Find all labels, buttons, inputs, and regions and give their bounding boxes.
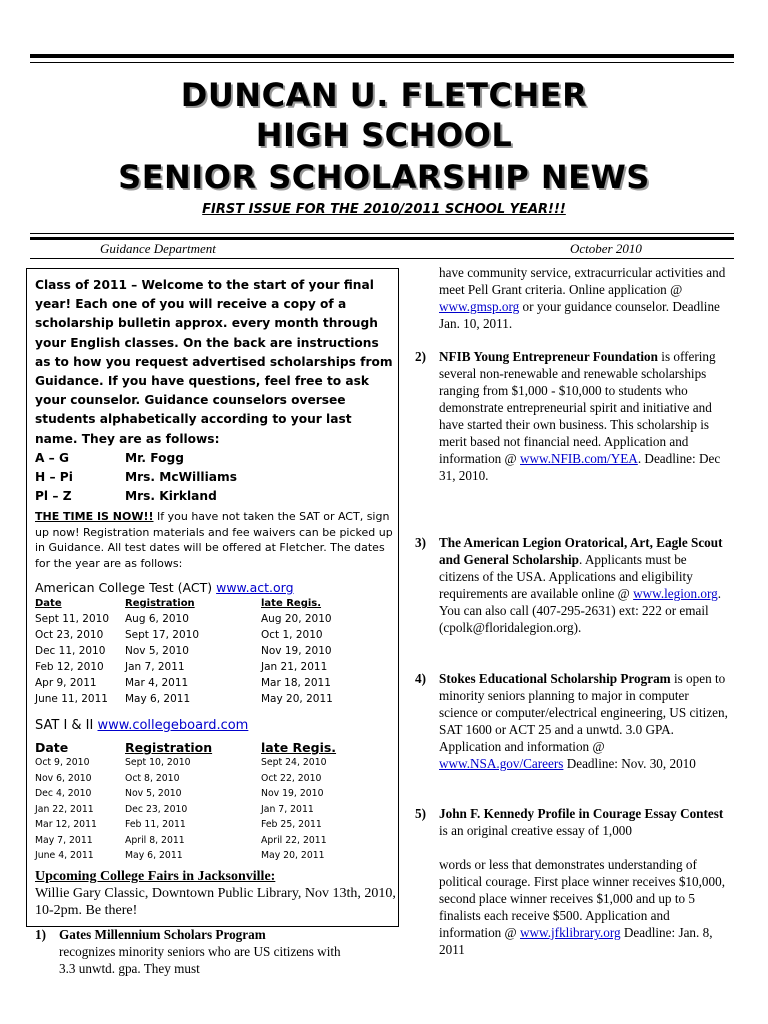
- test-date: Oct 23, 2010: [35, 629, 104, 641]
- act-label: American College Test (ACT): [35, 580, 217, 595]
- dateline-rule: [30, 258, 734, 259]
- late-date: Jan 7, 2011: [261, 803, 314, 815]
- item-number: 2): [415, 349, 426, 364]
- top-rule-thick: [30, 54, 734, 58]
- top-rule-thin: [30, 62, 734, 63]
- item-title: Gates Millennium Scholars Program: [59, 927, 266, 942]
- test-date: Dec 4, 2010: [35, 788, 92, 799]
- item-text-end: . You can also call (407-295-2631) ext: 222 or email (cpolk@floridalegion.org).: [439, 586, 722, 635]
- mid-rule-thin: [30, 233, 734, 234]
- intro-paragraph: Class of 2011 – Welcome to the start of your final year! Each one of you will receive a copy of a scholarship bulletin approx. every month through your English classes. On the back are instructions as to how you request advertised scholarships from Guidance. If you have questions, feel free to ask your counselor. Guidance counselors oversee students alphabetically according to your last name. They are as follows:: [35, 278, 393, 446]
- registration-date: Mar 4, 2011: [125, 677, 189, 689]
- item-number: 4): [415, 671, 426, 686]
- item-number: 3): [415, 535, 426, 550]
- counselor-name: Mrs. McWilliams: [125, 470, 237, 484]
- test-date: Nov 6, 2010: [35, 772, 92, 784]
- item-text: words or less that demonstrates understanding of political courage. First place winner receives $10,000, second place winner receives $1,000 and up to 5 finalists each receive $500. Application and information @: [439, 857, 725, 940]
- counselor-name: Mr. Fogg: [125, 451, 184, 465]
- nsa-link[interactable]: www.NSA.gov/Careers: [439, 756, 564, 771]
- test-date: Mar 12, 2011: [35, 819, 97, 830]
- item-text-end: or your guidance counselor. Deadline Jan. 10, 2011.: [439, 299, 720, 331]
- item-text: is an original creative essay of 1,000: [439, 823, 632, 838]
- item-title: Stokes Educational Scholarship Program: [439, 671, 671, 686]
- time-is-now-paragraph: [35, 509, 397, 571]
- test-date: Jan 22, 2011: [35, 803, 94, 815]
- item-text-end: . Deadline: Dec 31, 2010.: [439, 451, 721, 483]
- late-date: May 20, 2011: [261, 693, 333, 705]
- registration-date: Nov 5, 2010: [125, 645, 189, 657]
- late-date: Sept 24, 2010: [261, 757, 327, 768]
- late-date: Oct 22, 2010: [261, 772, 322, 784]
- col-date-header: Date: [35, 598, 62, 609]
- item-title: NFIB Young Entrepreneur Foundation: [439, 349, 658, 364]
- registration-date: May 6, 2011: [125, 850, 183, 861]
- college-fairs: [35, 868, 397, 919]
- col-registration-header: Registration: [125, 598, 195, 609]
- sat-link[interactable]: www.collegeboard.com: [97, 718, 249, 733]
- department-label: Guidance Department: [100, 241, 216, 256]
- registration-date: Aug 6, 2010: [125, 613, 189, 625]
- college-fairs-title: Upcoming College Fairs in Jacksonville:: [35, 869, 276, 884]
- counselor-range: A – G: [35, 451, 70, 465]
- late-date: Feb 25, 2011: [261, 819, 322, 830]
- time-is-now-lead: THE TIME IS NOW!!: [35, 510, 154, 523]
- counselor-range: Pl – Z: [35, 489, 72, 503]
- test-date: Oct 9, 2010: [35, 757, 90, 768]
- item-title: The American Legion Oratorical, Art, Eagle Scout and General Scholarship: [439, 535, 723, 567]
- col-late-header: late Regis.: [261, 740, 337, 755]
- item-text: recognizes minority seniors who are US citizens with 3.3 unwtd. gpa. They must: [59, 944, 341, 976]
- late-date: Mar 18, 2011: [261, 677, 331, 689]
- newsletter-title: SENIOR SCHOLARSHIP NEWS: [118, 158, 650, 196]
- counselor-range: H – Pi: [35, 470, 73, 484]
- registration-date: Sept 10, 2010: [125, 757, 191, 768]
- registration-date: Jan 7, 2011: [125, 661, 185, 673]
- late-date: Nov 19, 2010: [261, 788, 324, 799]
- college-fairs-text: Willie Gary Classic, Downtown Public Library, Nov 13th, 2010, 10-2pm. Be there!: [35, 886, 396, 918]
- test-date: May 7, 2011: [35, 834, 93, 846]
- test-date: Dec 11, 2010: [35, 645, 106, 657]
- scholarship-item-1-continued: [439, 264, 729, 332]
- test-date: June 11, 2011: [35, 693, 108, 705]
- test-date: June 4, 2011: [35, 850, 94, 861]
- issue-subtitle: FIRST ISSUE FOR THE 2010/2011 SCHOOL YEAR!!!: [202, 202, 566, 217]
- late-date: April 22, 2011: [261, 834, 327, 846]
- item-text: is offering several non-renewable and renewable scholarships ranging from $1,000 - $10,000 to students who demonstrate entrepreneurial spirit and initiative and have started their own business. This scholarship is merit based not financial need. Application and information @: [439, 349, 716, 466]
- late-date: May 20, 2011: [261, 850, 325, 861]
- item-text: . Applicants must be citizens of the USA. Applications and eligibility requirements are available online @: [439, 552, 693, 601]
- test-date: Feb 12, 2010: [35, 661, 104, 673]
- item-text: have community service, extracurricular activities and meet Pell Grant criteria. Online application @: [439, 265, 726, 297]
- col-date-header: Date: [35, 740, 69, 755]
- act-link[interactable]: www.act.org: [216, 580, 294, 595]
- col-registration-header: Registration: [125, 740, 213, 755]
- school-name: DUNCAN U. FLETCHER: [180, 76, 588, 114]
- jfk-link[interactable]: www.jfklibrary.org: [520, 925, 621, 940]
- mid-rule-thick: [30, 237, 734, 240]
- registration-date: May 6, 2011: [125, 693, 191, 705]
- item-number: 5): [415, 806, 426, 821]
- gmsp-link[interactable]: www.gmsp.org: [439, 299, 520, 314]
- sat-label: SAT I & II: [35, 718, 98, 733]
- registration-date: Dec 23, 2010: [125, 803, 188, 815]
- test-date: Sept 11, 2010: [35, 613, 110, 625]
- time-is-now-text: If you have not taken the SAT or ACT, sign up now! Registration materials and fee waivers can be picked up in Guidance. All test dates will be offered at Fletcher. The dates for the year are as follows:: [35, 510, 393, 570]
- late-date: Aug 20, 2010: [261, 613, 332, 625]
- nfib-link[interactable]: www.NFIB.com/YEA: [520, 451, 638, 466]
- legion-link[interactable]: www.legion.org: [633, 586, 718, 601]
- test-date: Apr 9, 2011: [35, 677, 97, 689]
- item-title: John F. Kennedy Profile in Courage Essay Contest: [439, 806, 724, 821]
- registration-date: Nov 5, 2010: [125, 788, 182, 799]
- late-date: Oct 1, 2010: [261, 629, 323, 641]
- sat-heading: [35, 718, 248, 733]
- item-number: 1): [35, 927, 46, 942]
- late-date: Nov 19, 2010: [261, 645, 332, 657]
- item-text: is open to minority seniors planning to major in computer science or computer/electrical engineering, US citizen, SAT 1600 or ACT 25 and a unwtd. 3.0 GPA. Application and information @: [439, 671, 728, 754]
- item-text-end: Deadline: Jan. 8, 2011: [439, 925, 713, 957]
- counselor-name: Mrs. Kirkland: [125, 489, 217, 503]
- registration-date: Oct 8, 2010: [125, 772, 180, 784]
- school-type: HIGH SCHOOL: [255, 116, 513, 154]
- scholarship-item-5-continued: [439, 856, 729, 958]
- issue-date: October 2010: [570, 241, 642, 256]
- late-date: Jan 21, 2011: [261, 661, 328, 673]
- registration-date: April 8, 2011: [125, 834, 185, 846]
- col-late-header: late Regis.: [261, 598, 322, 609]
- registration-date: Sept 17, 2010: [125, 629, 200, 641]
- act-heading: [35, 580, 294, 595]
- item-text-end: Deadline: Nov. 30, 2010: [563, 756, 696, 771]
- registration-date: Feb 11, 2011: [125, 819, 186, 830]
